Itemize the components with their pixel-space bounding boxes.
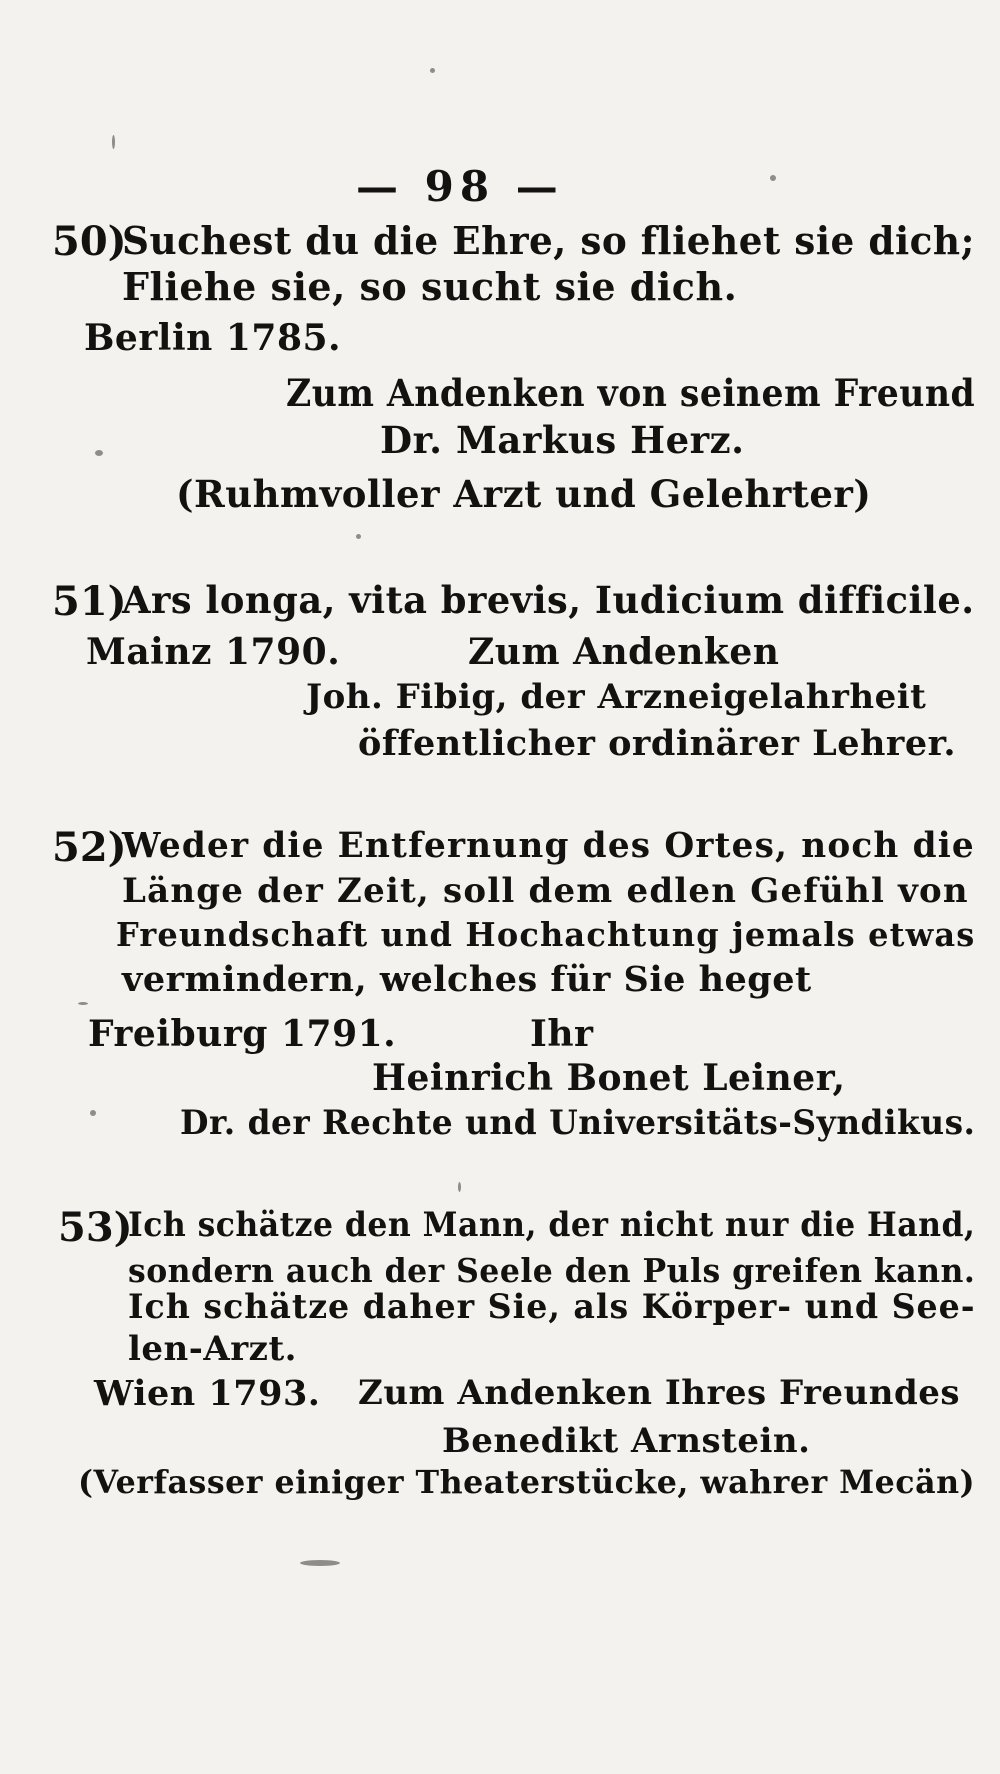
entry-53-number: 53) (58, 1204, 133, 1251)
entry-52-number: 52) (52, 824, 127, 871)
entry-52-line-3: Freundschaft und Hochachtung jemals etwas (116, 915, 976, 954)
entry-51-dedication-3: öffentlicher ordinärer Lehrer. (358, 723, 957, 764)
scan-speck (78, 1002, 88, 1005)
scan-speck (770, 175, 776, 181)
scan-speck (112, 135, 115, 149)
entry-53-dedication-2: Benedikt Arnstein. (442, 1421, 811, 1461)
entry-51-dedication-1: Zum Andenken (468, 631, 780, 673)
entry-52-dedication-2: Heinrich Bonet Leiner, (372, 1057, 846, 1099)
entry-52-line-4: vermindern, welches für Sie heget (122, 959, 812, 1000)
entry-50-dedication-3: (Ruhmvoller Arzt und Gelehrter) (176, 472, 872, 516)
entry-51-number: 51) (52, 578, 127, 625)
scan-speck (90, 1110, 96, 1116)
entry-53-place: Wien 1793. (94, 1373, 321, 1414)
entry-51-place: Mainz 1790. (86, 631, 341, 673)
entry-50-line-1: Suchest du die Ehre, so fliehet sie dich; (122, 218, 975, 263)
entry-52-line-2: Länge der Zeit, soll dem edlen Gefühl von (122, 871, 969, 911)
entry-51-dedication-2: Joh. Fibig, der Arzneigelahrheit (306, 677, 927, 717)
scan-speck (356, 534, 361, 539)
scan-speck (430, 68, 435, 73)
entry-53-line-4: len-Arzt. (128, 1329, 298, 1369)
entry-52-line-1: Weder die Entfernung des Ortes, noch die (122, 825, 975, 866)
entry-50-line-2: Fliehe sie, so sucht sie dich. (122, 264, 738, 309)
entry-53-line-2: sondern auch der Seele den Puls greifen kann. (128, 1251, 976, 1290)
entry-50-number: 50) (52, 218, 127, 265)
entry-53-dedication-3: (Verfasser einiger Theaterstücke, wahrer Mecän) (78, 1463, 976, 1501)
entry-52-place: Freiburg 1791. (88, 1013, 397, 1055)
entry-50-dedication-1: Zum Andenken von seinem Freund (286, 371, 976, 415)
entry-53-dedication-1: Zum Andenken Ihres Freundes (358, 1373, 961, 1413)
entry-50-place: Berlin 1785. (84, 317, 342, 359)
entry-52-dedication-1: Ihr (530, 1013, 594, 1055)
scan-speck (95, 450, 103, 456)
scan-speck (458, 1182, 461, 1192)
entry-52-dedication-3: Dr. der Rechte und Universitäts-Syndikus. (180, 1103, 976, 1143)
scan-speck (300, 1560, 340, 1566)
entry-53-line-1: Ich schätze den Mann, der nicht nur die Hand, (128, 1205, 976, 1245)
entry-50-dedication-2: Dr. Markus Herz. (380, 418, 745, 462)
entry-53-line-3: Ich schätze daher Sie, als Körper- und See- (128, 1287, 976, 1327)
page-number-line: — 98 — (356, 162, 564, 211)
entry-51-line-1: Ars longa, vita brevis, Iudicium difficile. (122, 578, 975, 622)
